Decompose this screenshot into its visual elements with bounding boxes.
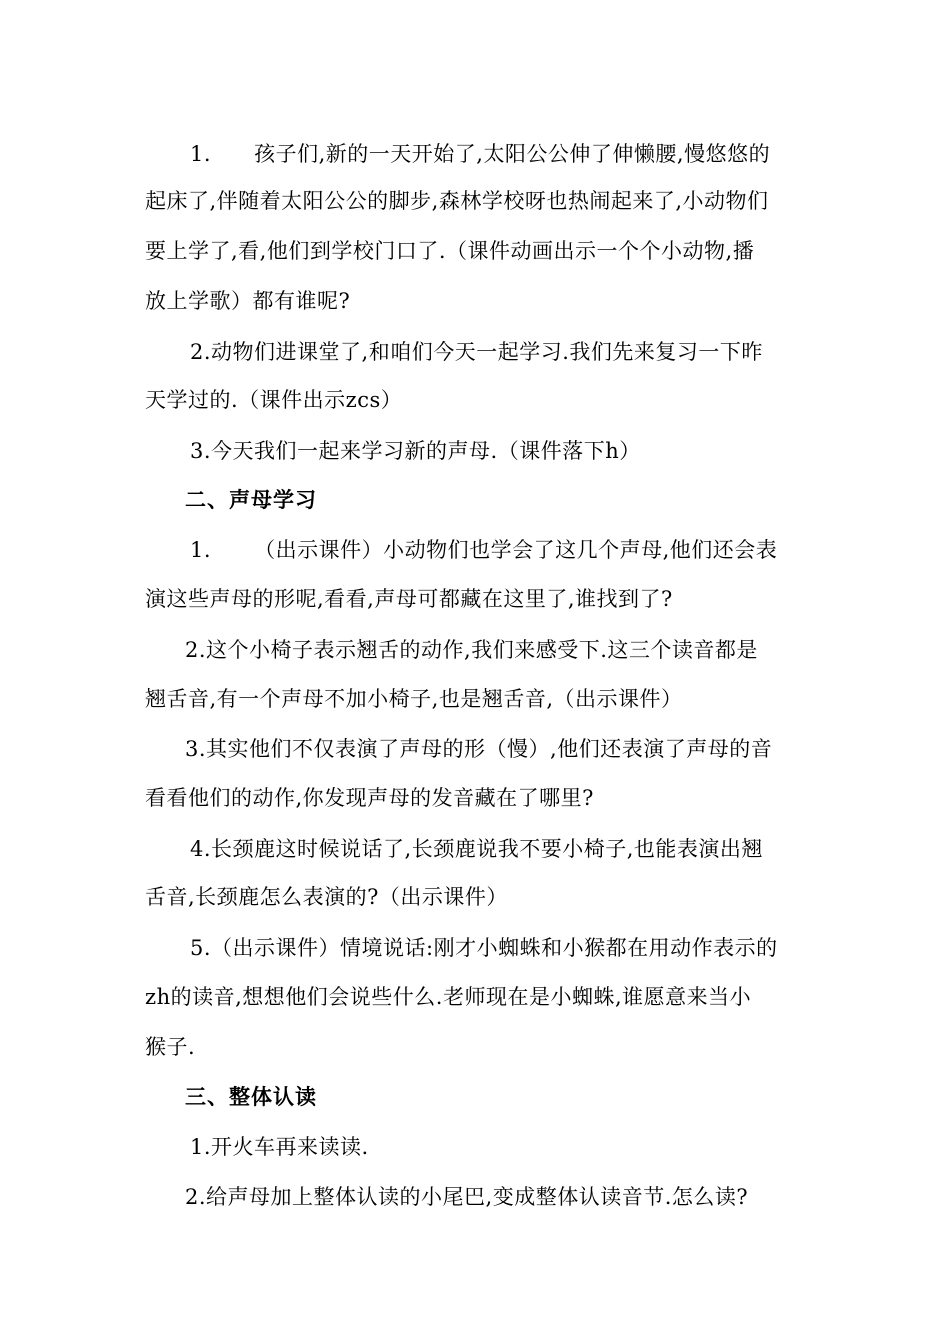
section-heading-3: 三、整体认读 xyxy=(185,1085,317,1109)
paragraph-1-line-3: 要上学了,看,他们到学校门口了.（课件动画出示一个个小动物,播 xyxy=(145,239,755,263)
paragraph-7-line-2: 舌音,长颈鹿怎么表演的?（出示课件） xyxy=(145,885,508,909)
paragraph-4-line-1: 1. （出示课件）小动物们也学会了这几个声母,他们还会表 xyxy=(190,538,778,562)
paragraph-5-line-1: 2.这个小椅子表示翘舌的动作,我们来感受下.这三个读音都是 xyxy=(185,638,758,662)
paragraph-1-line-2: 起床了,伴随着太阳公公的脚步,森林学校呀也热闹起来了,小动物们 xyxy=(145,189,769,213)
paragraph-5-line-2: 翘舌音,有一个声母不加小椅子,也是翘舌音,（出示课件） xyxy=(145,687,683,711)
paragraph-10-line-1: 2.给声母加上整体认读的小尾巴,变成整体认读音节.怎么读? xyxy=(185,1185,749,1209)
paragraph-7-line-1: 4.长颈鹿这时候说话了,长颈鹿说我不要小椅子,也能表演出翘 xyxy=(190,837,763,861)
paragraph-6-line-2: 看看他们的动作,你发现声母的发音藏在了哪里? xyxy=(145,786,594,810)
paragraph-9-line-1: 1.开火车再来读读. xyxy=(190,1135,369,1159)
paragraph-1-line-4: 放上学歌）都有谁呢? xyxy=(145,289,351,313)
paragraph-8-line-2: zh的读音,想想他们会说些什么.老师现在是小蜘蛛,谁愿意来当小 xyxy=(145,985,752,1009)
paragraph-2-line-1: 2.动物们进课堂了,和咱们今天一起学习.我们先来复习一下昨 xyxy=(190,340,763,364)
paragraph-2-line-2: 天学过的.（课件出示zcs） xyxy=(145,388,403,412)
paragraph-8-line-3: 猴子. xyxy=(145,1035,196,1059)
paragraph-4-line-2: 演这些声母的形呢,看看,声母可都藏在这里了,谁找到了? xyxy=(145,587,673,611)
paragraph-3-line-1: 3.今天我们一起来学习新的声母.（课件落下h） xyxy=(190,439,641,463)
paragraph-1-line-1: 1. 孩子们,新的一天开始了,太阳公公伸了伸懒腰,慢悠悠的 xyxy=(190,142,771,166)
section-heading-2: 二、声母学习 xyxy=(185,488,317,512)
paragraph-6-line-1: 3.其实他们不仅表演了声母的形（慢）,他们还表演了声母的音 xyxy=(185,737,773,761)
paragraph-8-line-1: 5.（出示课件）情境说话:刚才小蜘蛛和小猴都在用动作表示的 xyxy=(190,936,778,960)
